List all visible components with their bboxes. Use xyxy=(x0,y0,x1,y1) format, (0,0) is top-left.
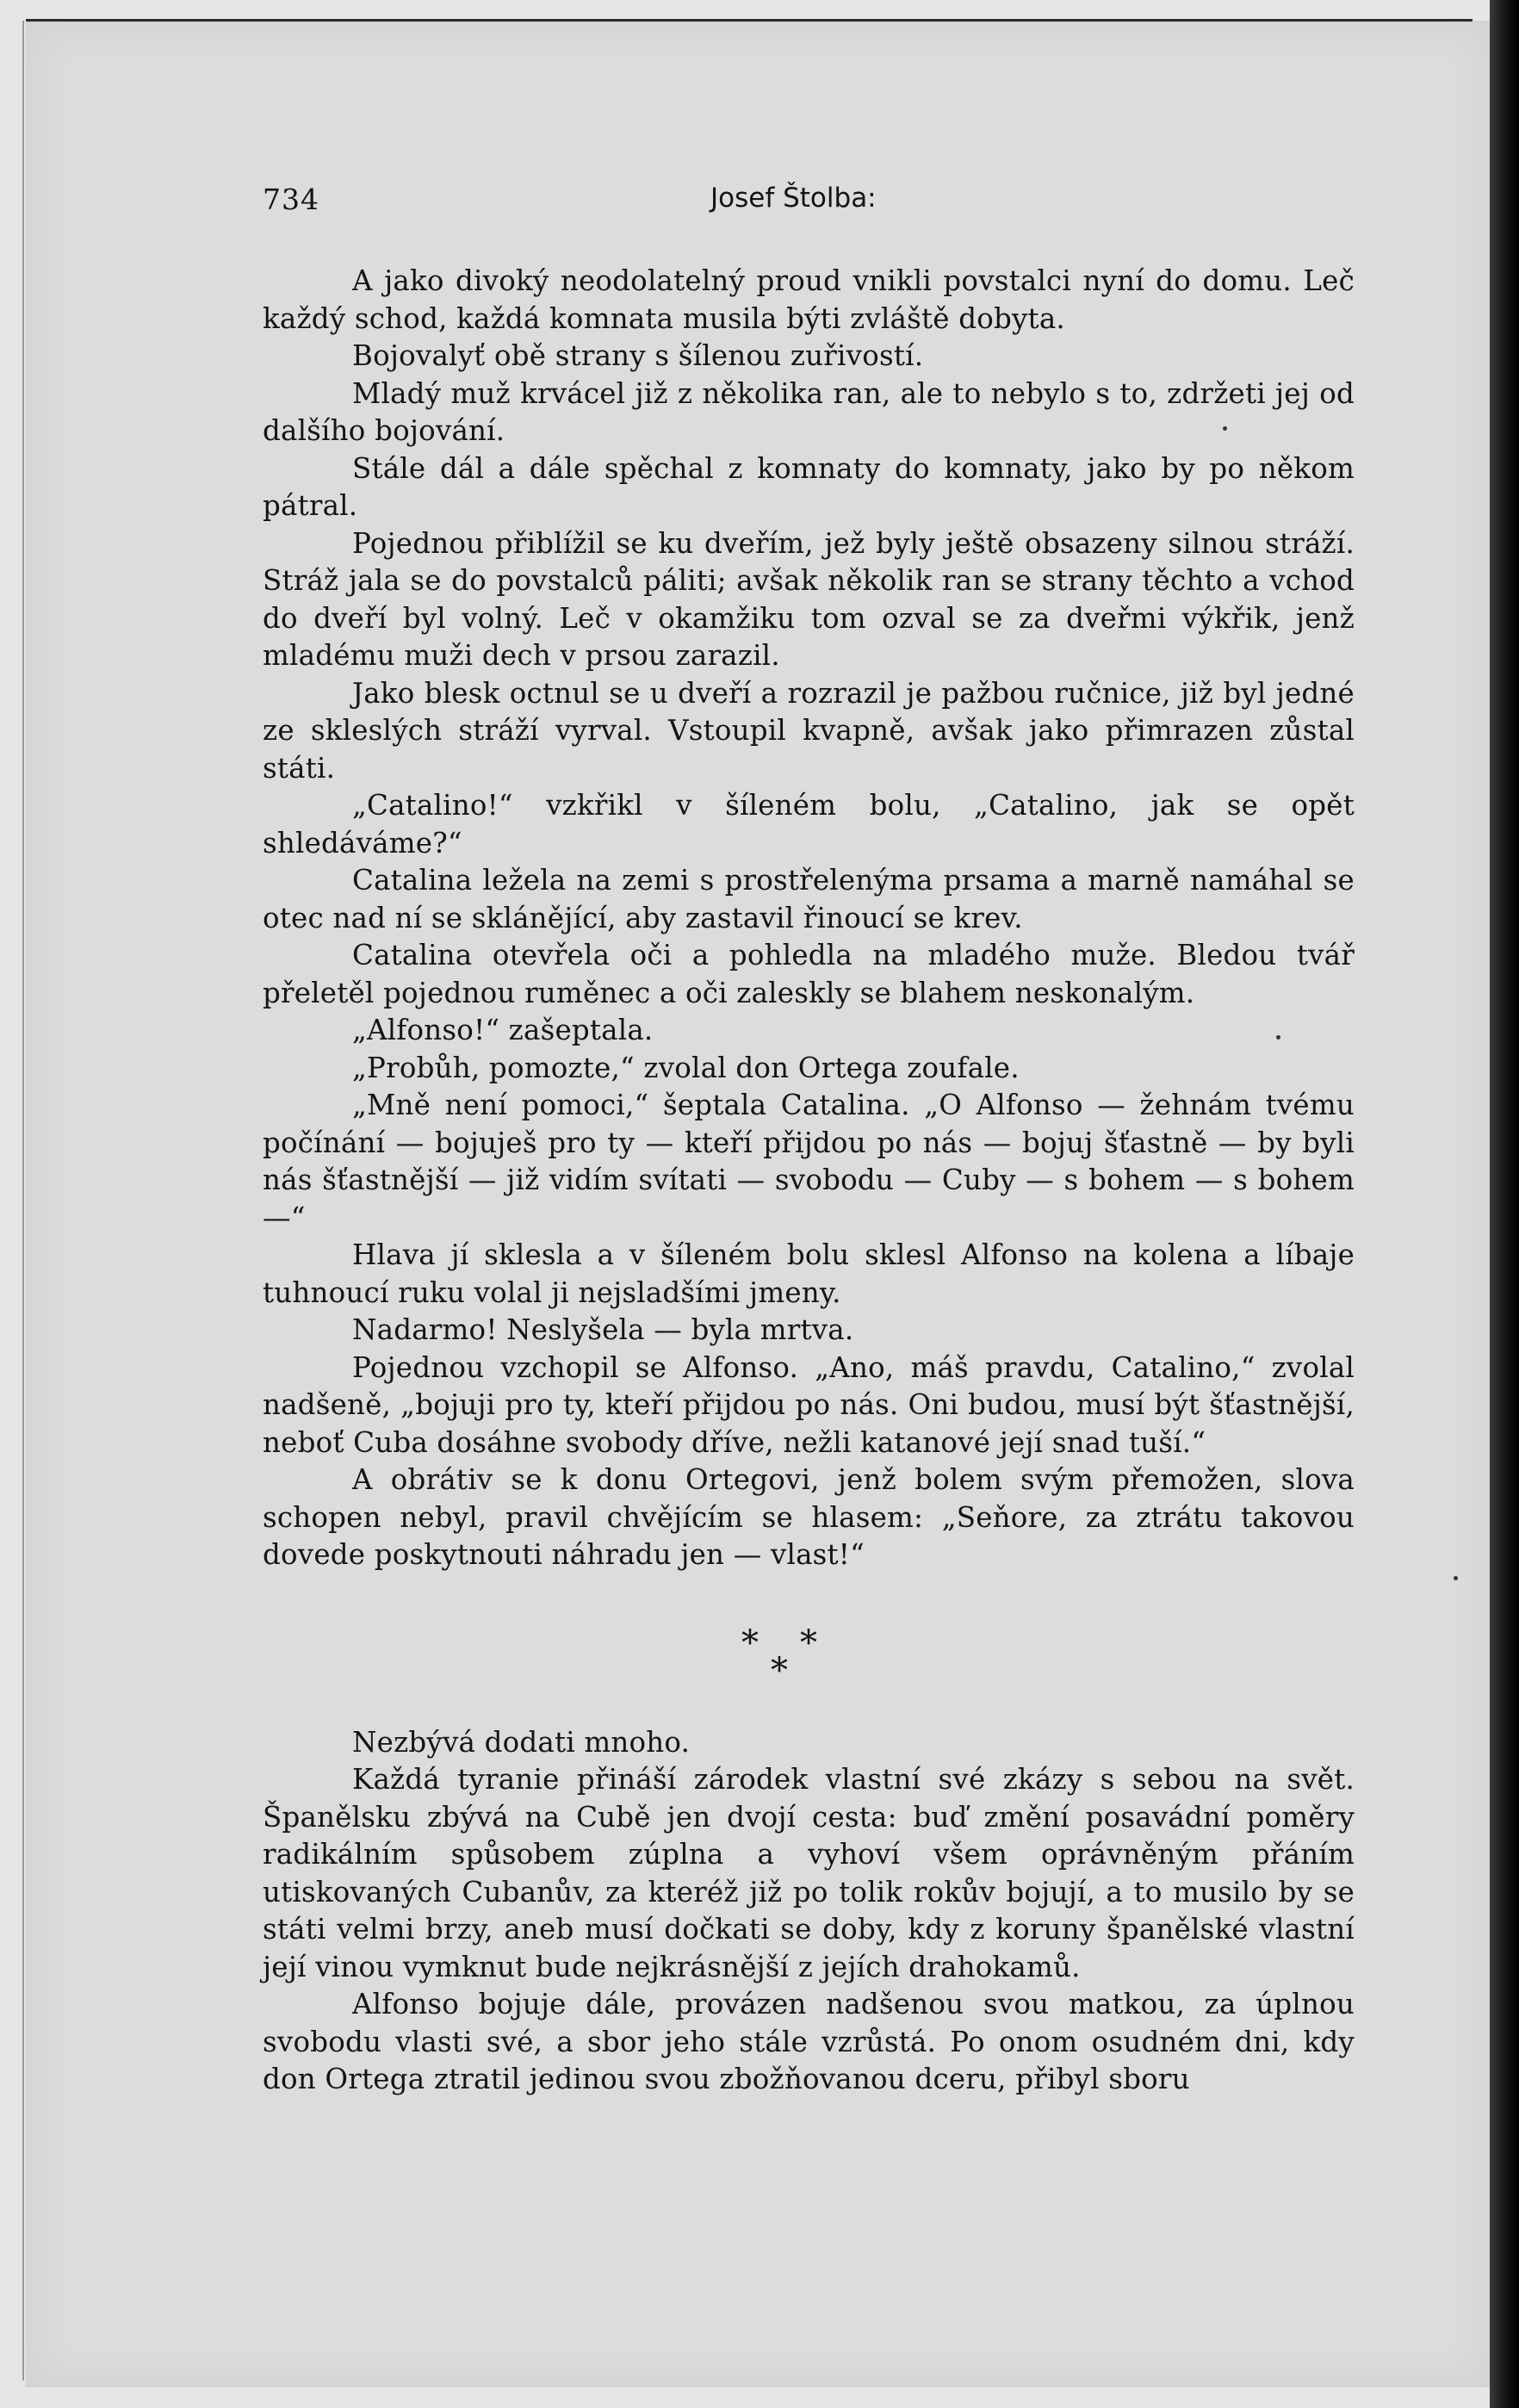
paragraph: Nadarmo! Neslyšela — byla mrtva. xyxy=(352,1313,854,1346)
separator-asterisk: * xyxy=(771,1650,789,1691)
page-number: 734 xyxy=(263,183,319,216)
paragraph: Stále dál a dále spěchal z komnaty do komnaty, jako by po někom pátral. xyxy=(263,451,1355,522)
paragraph: Mladý muž krvácel již z několika ran, ale to nebylo s to, zdržeti jej od dalšího bojování. xyxy=(263,376,1355,447)
paragraph: Každá tyranie přináší zárodek vlastní své zkázy s sebou na svět. Španělsku zbývá na Cubě jen dvojí cesta: buď změní posavádní poměry radikálním spůsobem zúplna a vyhoví všem oprávněným přáním utiskovaných Cubanův, za kteréž již po tolik rokův bojují, a to musilo by se státi velmi brzy, aneb musí dočkati se doby, kdy z koruny španělské vlastní její vinou vymknut bude nejkrásnější z jejích drahokamů. xyxy=(263,1763,1355,1983)
scan-right-edge xyxy=(1490,0,1519,2408)
paragraph: A jako divoký neodolatelný proud vnikli povstalci nyní do domu. Leč každý schod, každá komnata musila býti zvláště dobyta. xyxy=(263,264,1355,335)
paragraph: Bojovalyť obě strany s šílenou zuřivostí. xyxy=(352,339,924,372)
paragraph: Hlava jí sklesla a v šíleném bolu sklesl Alfonso na kolena a líbaje tuhnoucí ruku volal ji nejsladšími jmeny. xyxy=(263,1238,1355,1309)
paragraph: „Catalino!“ vzkřikl v šíleném bolu, „Catalino, jak se opět shledáváme?“ xyxy=(263,789,1355,860)
body-text xyxy=(263,263,1355,2099)
running-head xyxy=(263,183,1355,226)
separator-asterisk: * xyxy=(800,1623,818,1663)
paragraph: Pojednou vzchopil se Alfonso. „Ano, máš pravdu, Catalino,“ zvolal nadšeně, „bojuji pro ty, kteří přijdou po nás. Oni budou, musí být šťastnější, neboť Cuba dosáhne svobody dříve, nežli katanové její snad tuší.“ xyxy=(263,1350,1355,1459)
paragraph: Nezbývá dodati mnoho. xyxy=(352,1725,691,1759)
running-title: Josef Štolba: xyxy=(710,183,877,214)
scan-left-edge xyxy=(22,21,24,2380)
scan-speck xyxy=(1276,1035,1280,1040)
paragraph: „Mně není pomoci,“ šeptala Catalina. „O Alfonso — žehnám tvému počínání — bojuješ pro ty — kteří přijdou po nás — bojuj šťastně — by byli nás šťastnější — již vidím svítati — svobodu — Cuby — s bohem — s bohem —“ xyxy=(263,1089,1355,1234)
paragraph: Pojednou přiblížil se ku dveřím, jež byly ještě obsazeny silnou stráží. Stráž jala se do povstalců páliti; avšak několik ran se strany těchto a vchod do dveří byl volný. Leč v okamžiku tom ozval se za dveřmi výkřik, jenž mladému muži dech v prsou zarazil. xyxy=(263,526,1355,672)
separator-asterisk: * xyxy=(741,1623,760,1663)
paragraph: Catalina ležela na zemi s prostřelenýma prsama a marně namáhal se otec nad ní se sklánějící, aby zastavil řinoucí se krev. xyxy=(263,864,1355,934)
paragraph: A obrátiv se k donu Ortegovi, jenž bolem svým přemožen, slova schopen nebyl, pravil chvějícím se hlasem: „Seňore, za ztrátu takovou dovede poskytnouti náhradu jen — vlast!“ xyxy=(263,1463,1355,1571)
scan-speck xyxy=(1223,426,1227,431)
scan-speck xyxy=(1454,1576,1458,1580)
paragraph: „Alfonso!“ zašeptala. xyxy=(352,1014,654,1046)
paragraph: Alfonso bojuje dále, provázen nadšenou svou matkou, za úplnou svobodu vlasti své, a sbor jeho stále vzrůstá. Po onom osudném dni, kdy don Ortega ztratil jedinou svou zbožňovanou dceru, přibyl sboru xyxy=(263,1988,1355,2095)
section-separator xyxy=(263,1574,1355,1724)
scan-top-edge xyxy=(26,19,1472,22)
paragraph: Catalina otevřela oči a pohledla na mladého muže. Bledou tvář přeletěl pojednou ruměnec a oči zaleskly se blahem neskonalým. xyxy=(263,939,1355,1009)
paragraph: „Probůh, pomozte,“ zvolal don Ortega zoufale. xyxy=(352,1051,1020,1084)
paragraph: Jako blesk octnul se u dveří a rozrazil je pažbou ručnice, již byl jedné ze skleslých stráží vyrval. Vstoupil kvapně, avšak jako přimrazen zůstal státi. xyxy=(263,676,1355,785)
